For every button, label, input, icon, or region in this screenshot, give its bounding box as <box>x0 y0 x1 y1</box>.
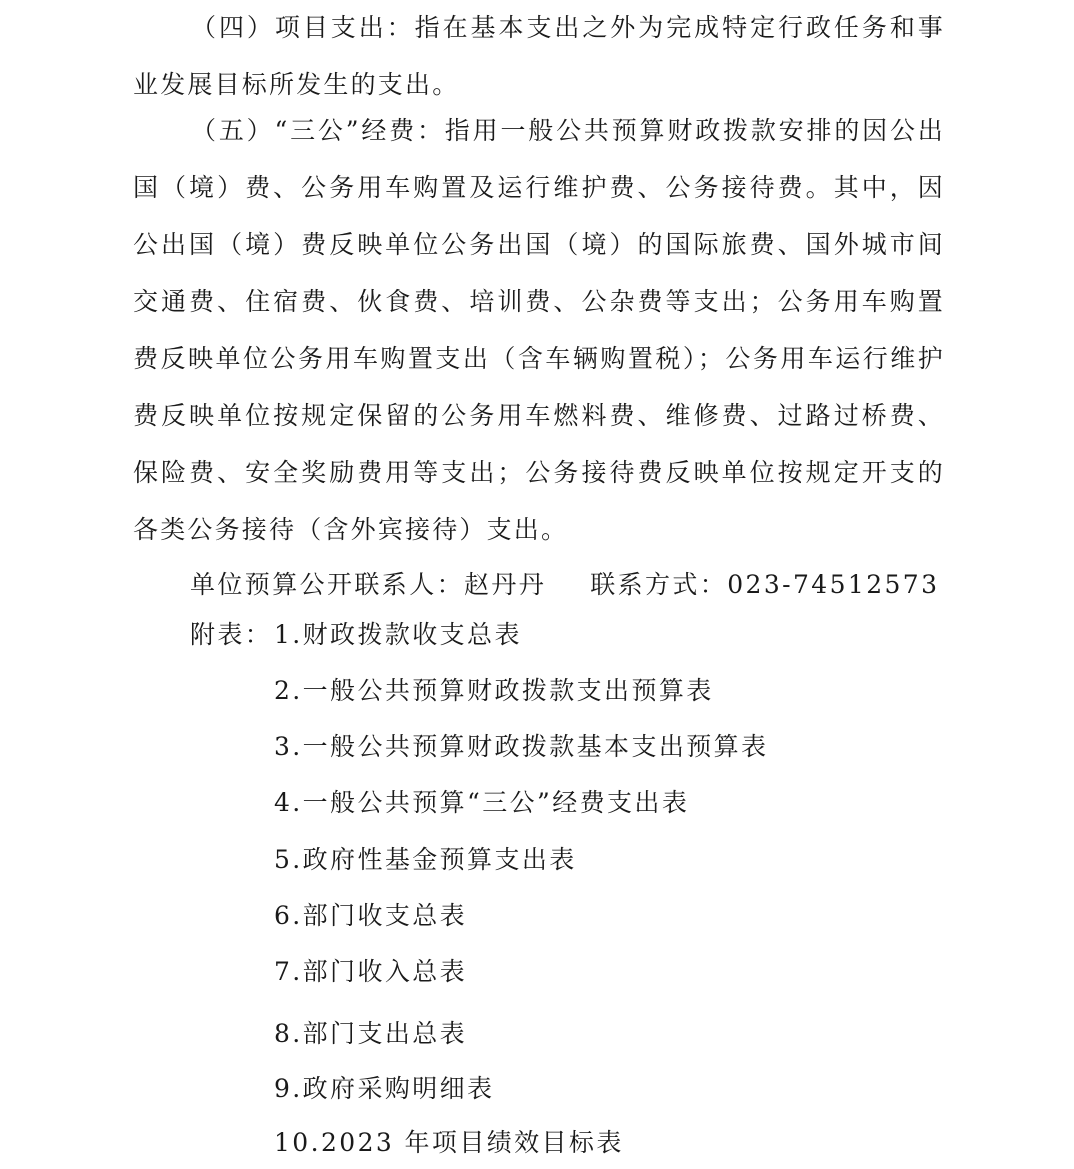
attachments-label: 附表： <box>190 620 273 649</box>
attachment-item: 3.一般公共预算财政拨款基本支出预算表 <box>274 732 769 761</box>
attachment-item: 6.部门收支总表 <box>274 901 468 930</box>
paragraph-project-expenditure: （四）项目支出：指在基本支出之外为完成特定行政任务和事业发展目标所发生的支出。 <box>133 13 945 99</box>
contact-person: 单位预算公开联系人：赵丹丹 <box>190 570 547 599</box>
attachment-item: 1.财政拨款收支总表 <box>274 620 522 649</box>
attachment-item: 5.政府性基金预算支出表 <box>274 845 577 874</box>
attachment-item: 4.一般公共预算“三公”经费支出表 <box>274 788 690 817</box>
attachment-item: 8.部门支出总表 <box>274 1019 468 1048</box>
contact-line <box>190 559 939 611</box>
attachment-item: 7.部门收入总表 <box>274 957 468 986</box>
contact-phone: 联系方式：023-74512573 <box>590 570 940 599</box>
paragraph-three-public-expenses: （五）“三公”经费：指用一般公共预算财政拨款安排的因公出国（境）费、公务用车购置及运行维护费、公务接待费。其中，因公出国（境）费反映单位公务出国（境）的国际旅费、国外城市间交通费、住宿费、伙食费、培训费、公杂费等支出；公务用车购置费反映单位公务用车购置支出（含车辆购置税）；公务用车运行维护费反映单位按规定保留的公务用车燃料费、维修费、过路过桥费、保险费、安全奖励费用等支出；公务接待费反映单位按规定开支的各类公务接待（含外宾接待）支出。 <box>133 116 945 544</box>
attachment-item: 2.一般公共预算财政拨款支出预算表 <box>274 676 714 705</box>
attachment-item: 10.2023 年项目绩效目标表 <box>274 1128 624 1157</box>
attachment-item: 9.政府采购明细表 <box>274 1074 495 1103</box>
